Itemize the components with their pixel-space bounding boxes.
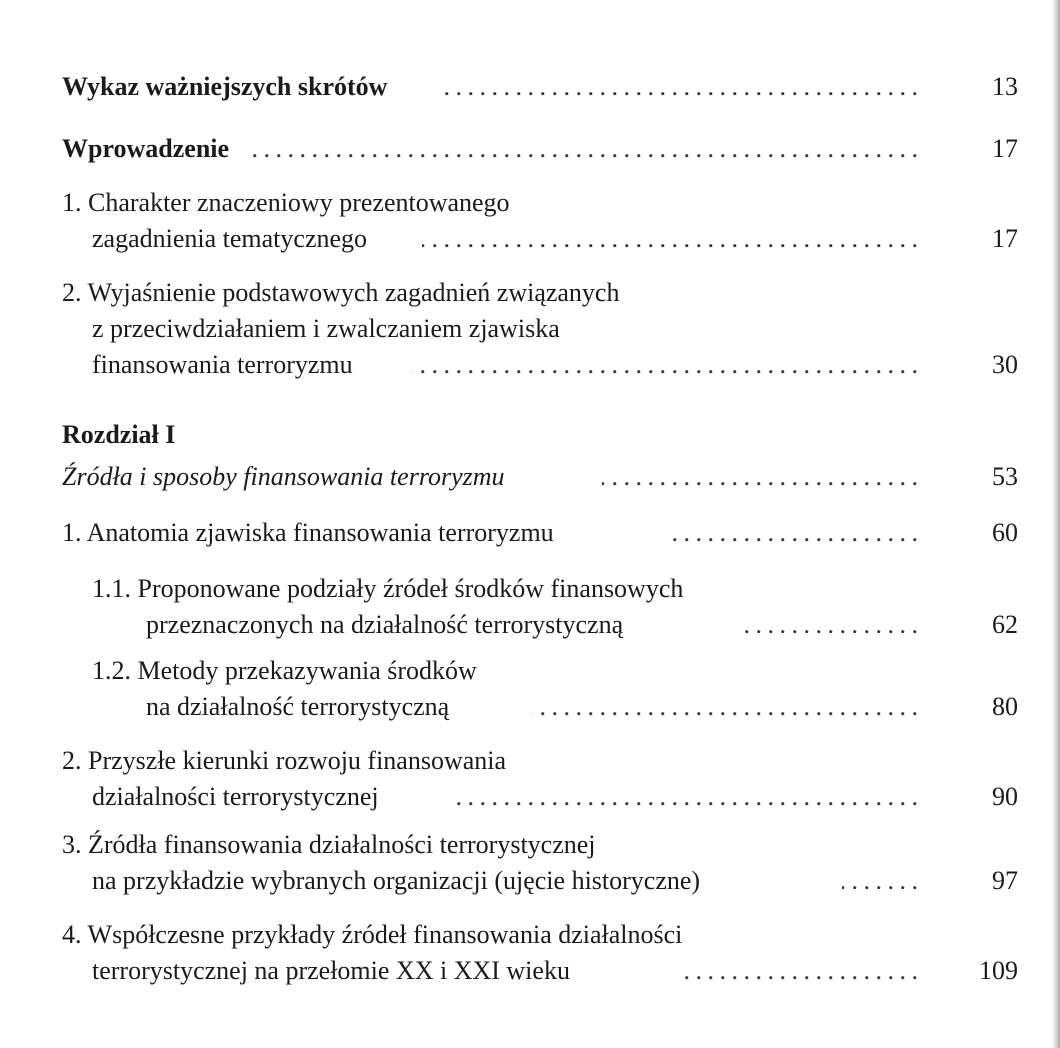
page-number: 17	[992, 134, 1018, 163]
leader-dots	[842, 866, 918, 898]
leader-dots	[672, 518, 918, 550]
toc-entry-ch1-2[interactable]	[62, 746, 1018, 778]
page-number: 80	[992, 692, 1018, 721]
toc-entry-title-line: 1. Charakter znaczeniowy prezentowanego	[62, 188, 514, 218]
toc-entry-title-line: na przykładzie wybranych organizacji (ujęcie historyczne)	[92, 866, 704, 896]
toc-entry-title-line: zagadnienia tematycznego	[92, 224, 371, 254]
page-number: 53	[992, 462, 1018, 491]
toc-entry-abbreviations[interactable]	[62, 72, 1018, 104]
toc-entry-ch1-4[interactable]	[62, 920, 1018, 952]
toc-entry-title-line: z przeciwdziałaniem i zwalczaniem zjawiska	[92, 314, 564, 344]
toc-entry-intro-1[interactable]	[62, 188, 1018, 220]
chapter-title: Źródła i sposoby finansowania terroryzmu	[62, 462, 509, 492]
page-edge-shadow	[1052, 0, 1060, 1048]
leader-dots	[422, 224, 918, 256]
toc-entry-ch1-1-1-cont[interactable]	[62, 610, 1018, 642]
page-number: 13	[992, 72, 1018, 101]
chapter-label-text: Rozdział I	[62, 420, 179, 450]
toc-entry-ch1-1[interactable]	[62, 518, 1018, 550]
leader-dots	[532, 692, 918, 724]
leader-dots	[452, 782, 918, 814]
toc-entry-title-line: terrorystycznej na przełomie XX i XXI wieku	[92, 956, 574, 986]
toc-entry-intro-2[interactable]	[62, 278, 1018, 310]
toc-entry-title-line: na działalność terrorystyczną	[146, 692, 453, 722]
page-number: 30	[992, 350, 1018, 379]
chapter-label	[62, 420, 1018, 452]
toc-entry-ch1-4-cont[interactable]	[62, 956, 1018, 988]
toc-entry-title-line: przeznaczonych na działalność terrorystyczną	[146, 610, 627, 640]
toc-entry-ch1-2-cont[interactable]	[62, 782, 1018, 814]
toc-entry-title-line: 2. Przyszłe kierunki rozwoju finansowania	[62, 746, 510, 776]
page-number: 17	[992, 224, 1018, 253]
page-number: 60	[992, 518, 1018, 547]
leader-dots	[682, 956, 918, 988]
toc-entry-intro-1-cont[interactable]	[62, 224, 1018, 256]
toc-entry-title-line: 1.2. Metody przekazywania środków	[92, 656, 481, 686]
toc-entry-introduction[interactable]	[62, 134, 1018, 166]
leader-dots	[412, 350, 918, 382]
toc-entry-intro-2-cont1	[62, 314, 1018, 346]
page-number: 62	[992, 610, 1018, 639]
toc-entry-ch1-3-cont[interactable]	[62, 866, 1018, 898]
toc-entry-ch1-1-2-cont[interactable]	[62, 692, 1018, 724]
toc-entry-title-line: 1.1. Proponowane podziały źródeł środków finansowych	[92, 574, 687, 604]
toc-entry-ch1-3[interactable]	[62, 830, 1018, 862]
toc-entry-title: Wykaz ważniejszych skrótów	[62, 72, 391, 102]
toc-entry-ch1-1-1[interactable]	[62, 574, 1018, 606]
toc-entry-title-line: działalności terrorystycznej	[92, 782, 383, 812]
toc-entry-ch1-1-2[interactable]	[62, 656, 1018, 688]
toc-entry-title-line: 2. Wyjaśnienie podstawowych zagadnień związanych	[62, 278, 623, 308]
toc-entry-chapter-1[interactable]	[62, 462, 1018, 494]
leader-dots	[442, 72, 918, 104]
leader-dots	[252, 134, 918, 166]
toc-entry-intro-2-cont2[interactable]	[62, 350, 1018, 382]
leader-dots	[742, 610, 918, 642]
page-number: 90	[992, 782, 1018, 811]
leader-dots	[602, 462, 918, 494]
toc-entry-title-line: 3. Źródła finansowania działalności terrorystycznej	[62, 830, 600, 860]
toc-entry-title-line: finansowania terroryzmu	[92, 350, 357, 380]
page-number: 97	[992, 866, 1018, 895]
toc-entry-title: 1. Anatomia zjawiska finansowania terroryzmu	[62, 518, 558, 548]
toc-entry-title-line: 4. Współczesne przykłady źródeł finansowania działalności	[62, 920, 686, 950]
page-number: 109	[979, 956, 1018, 985]
toc-entry-title: Wprowadzenie	[62, 134, 233, 164]
